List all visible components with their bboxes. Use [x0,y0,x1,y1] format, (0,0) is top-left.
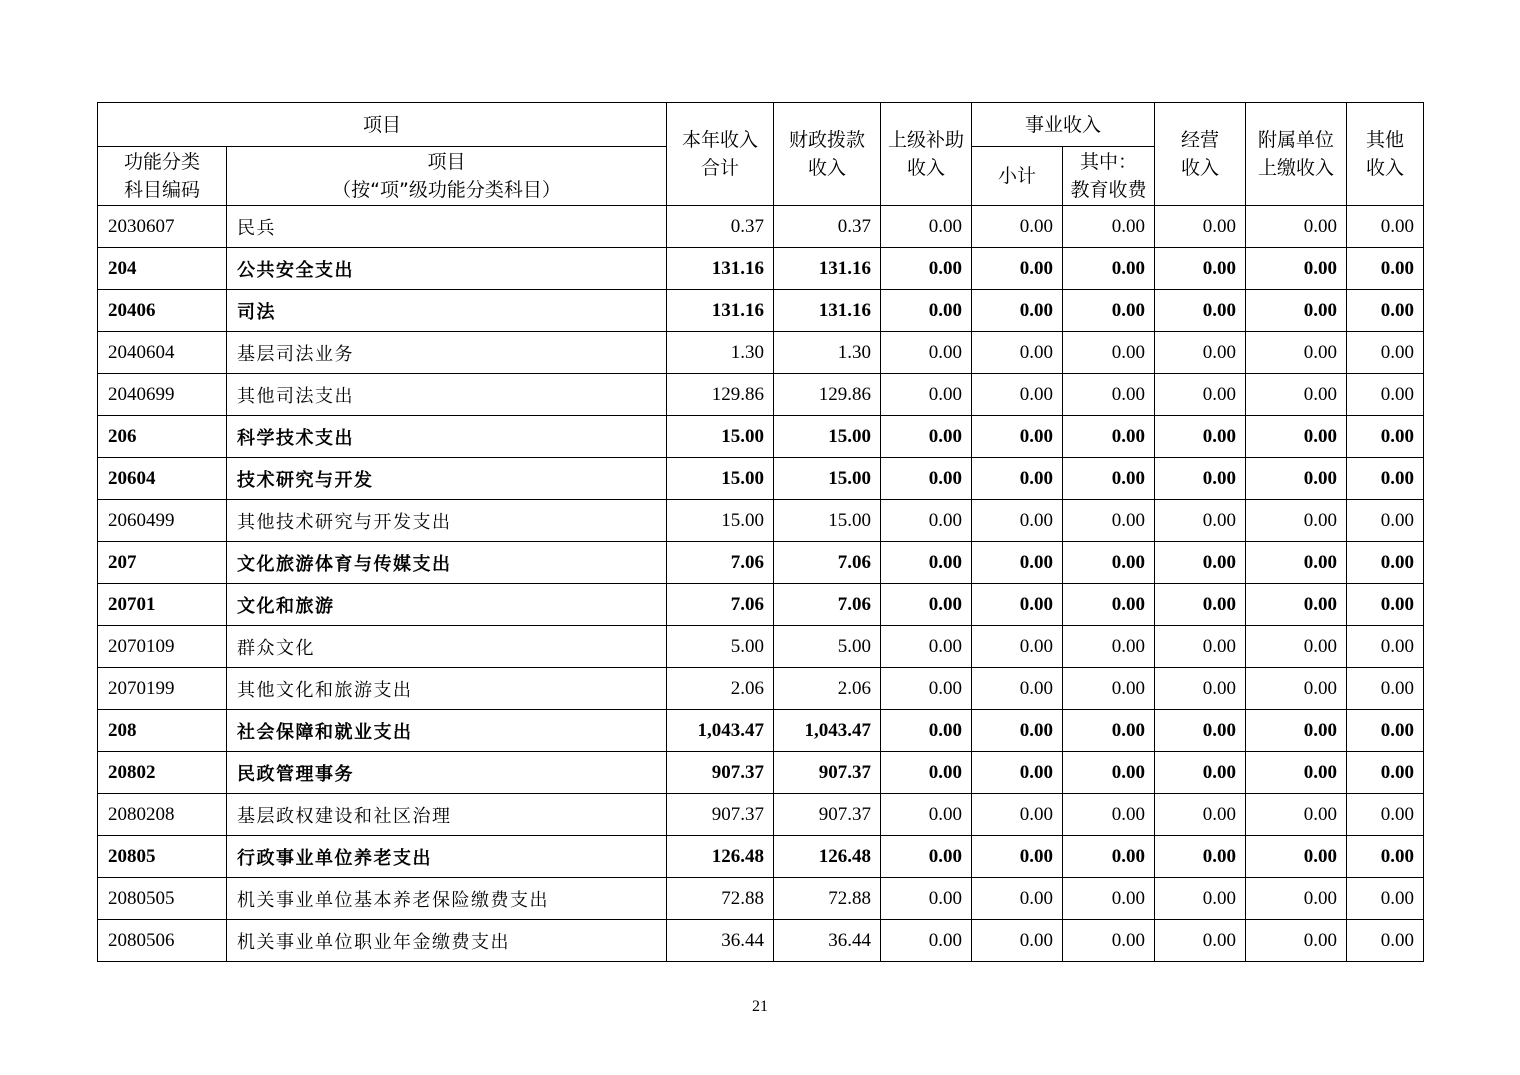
cell-value: 0.00 [1155,626,1246,668]
cell-value: 0.00 [1155,920,1246,962]
header-superior: 上级补助 收入 [881,103,972,206]
cell-value: 0.00 [1347,374,1424,416]
cell-value: 0.00 [1246,374,1347,416]
cell-value: 0.00 [1155,332,1246,374]
cell-value: 0.00 [1246,920,1347,962]
cell-value: 7.06 [774,542,881,584]
cell-value: 7.06 [667,542,774,584]
cell-value: 0.00 [1063,290,1155,332]
cell-code: 2070199 [98,668,227,710]
cell-value: 0.00 [1246,500,1347,542]
cell-value: 0.00 [1347,248,1424,290]
cell-value: 0.00 [1063,752,1155,794]
cell-value: 0.00 [1155,248,1246,290]
table-body [98,206,1424,962]
cell-value: 131.16 [667,248,774,290]
cell-item-name: 文化和旅游 [227,584,667,626]
cell-item-name: 其他文化和旅游支出 [227,668,667,710]
cell-value: 0.00 [1063,626,1155,668]
cell-value: 0.00 [1246,668,1347,710]
cell-value: 0.00 [1347,290,1424,332]
table-row [98,584,1424,626]
cell-code: 2060499 [98,500,227,542]
cell-value: 907.37 [774,794,881,836]
cell-value: 907.37 [774,752,881,794]
cell-code: 2070109 [98,626,227,668]
cell-value: 0.00 [972,416,1063,458]
cell-value: 0.00 [1246,836,1347,878]
cell-item-name: 行政事业单位养老支出 [227,836,667,878]
cell-value: 0.00 [1347,500,1424,542]
cell-item-name: 社会保障和就业支出 [227,710,667,752]
table-row [98,374,1424,416]
cell-value: 15.00 [667,416,774,458]
cell-code: 207 [98,542,227,584]
table-row [98,416,1424,458]
cell-code: 2080208 [98,794,227,836]
cell-value: 1.30 [774,332,881,374]
cell-item-name: 其他技术研究与开发支出 [227,500,667,542]
cell-value: 0.00 [1063,878,1155,920]
cell-code: 2040604 [98,332,227,374]
cell-value: 0.00 [1155,458,1246,500]
cell-value: 5.00 [667,626,774,668]
cell-value: 0.00 [881,584,972,626]
cell-value: 0.00 [881,668,972,710]
cell-value: 0.00 [1063,794,1155,836]
table-row [98,500,1424,542]
cell-item-name: 公共安全支出 [227,248,667,290]
cell-value: 0.00 [881,752,972,794]
cell-value: 131.16 [774,290,881,332]
cell-value: 129.86 [774,374,881,416]
cell-value: 0.00 [1246,458,1347,500]
cell-value: 0.00 [1246,710,1347,752]
cell-value: 0.00 [1347,416,1424,458]
cell-value: 0.00 [1155,500,1246,542]
cell-value: 0.00 [1155,752,1246,794]
cell-value: 0.00 [1246,416,1347,458]
cell-value: 0.00 [881,920,972,962]
header-subtotal: 小计 [972,147,1063,206]
cell-value: 0.00 [881,500,972,542]
table-row [98,836,1424,878]
cell-code: 2080506 [98,920,227,962]
cell-value: 0.00 [881,374,972,416]
cell-value: 0.00 [1063,668,1155,710]
cell-value: 0.00 [1246,752,1347,794]
cell-value: 0.00 [881,542,972,584]
cell-value: 0.37 [667,206,774,248]
cell-value: 907.37 [667,794,774,836]
cell-item-name: 民兵 [227,206,667,248]
cell-value: 72.88 [667,878,774,920]
cell-value: 0.00 [972,458,1063,500]
cell-value: 129.86 [667,374,774,416]
cell-code: 204 [98,248,227,290]
cell-value: 0.00 [881,458,972,500]
table-row [98,794,1424,836]
cell-value: 36.44 [774,920,881,962]
cell-code: 20406 [98,290,227,332]
header-project: 项目 [98,103,667,147]
cell-item-name: 基层司法业务 [227,332,667,374]
cell-value: 0.00 [881,332,972,374]
header-edu: 其中： 教育收费 [1063,147,1155,206]
cell-value: 15.00 [774,458,881,500]
cell-value: 2.06 [667,668,774,710]
cell-value: 0.00 [972,920,1063,962]
cell-value: 131.16 [774,248,881,290]
cell-value: 0.00 [972,374,1063,416]
cell-value: 0.00 [1347,668,1424,710]
table-row [98,206,1424,248]
cell-code: 2080505 [98,878,227,920]
table-row [98,332,1424,374]
cell-value: 0.00 [1246,332,1347,374]
cell-value: 0.00 [972,542,1063,584]
header-other: 其他 收入 [1347,103,1424,206]
cell-value: 0.00 [972,248,1063,290]
cell-value: 0.00 [1246,878,1347,920]
cell-value: 0.00 [1155,794,1246,836]
cell-value: 0.00 [1347,542,1424,584]
cell-code: 206 [98,416,227,458]
cell-value: 0.00 [1347,626,1424,668]
cell-value: 5.00 [774,626,881,668]
cell-value: 0.00 [881,206,972,248]
cell-value: 15.00 [667,458,774,500]
cell-value: 0.00 [972,206,1063,248]
cell-value: 0.00 [1347,920,1424,962]
table-row [98,542,1424,584]
cell-value: 0.00 [1063,374,1155,416]
cell-value: 15.00 [667,500,774,542]
income-table [97,102,1424,962]
cell-item-name: 其他司法支出 [227,374,667,416]
cell-value: 7.06 [667,584,774,626]
cell-value: 0.00 [972,290,1063,332]
table-row [98,458,1424,500]
cell-value: 0.00 [1155,206,1246,248]
cell-item-name: 基层政权建设和社区治理 [227,794,667,836]
cell-value: 0.00 [972,752,1063,794]
cell-item-name: 技术研究与开发 [227,458,667,500]
header-affiliated: 附属单位 上缴收入 [1246,103,1347,206]
cell-value: 0.00 [1347,584,1424,626]
cell-value: 0.00 [1246,542,1347,584]
cell-item-name: 机关事业单位职业年金缴费支出 [227,920,667,962]
cell-value: 0.00 [1246,290,1347,332]
cell-item-name: 司法 [227,290,667,332]
table-row [98,626,1424,668]
cell-value: 72.88 [774,878,881,920]
cell-value: 0.00 [881,794,972,836]
cell-value: 0.00 [881,836,972,878]
cell-value: 1,043.47 [667,710,774,752]
cell-code: 20805 [98,836,227,878]
cell-value: 0.00 [1063,584,1155,626]
table-row [98,710,1424,752]
cell-item-name: 民政管理事务 [227,752,667,794]
cell-value: 0.00 [972,332,1063,374]
cell-value: 0.00 [972,794,1063,836]
cell-value: 0.00 [1246,794,1347,836]
cell-value: 907.37 [667,752,774,794]
header-item: 项目 （按“项”级功能分类科目） [227,147,667,206]
cell-value: 15.00 [774,416,881,458]
cell-value: 0.00 [972,710,1063,752]
table-row [98,752,1424,794]
cell-value: 0.00 [972,584,1063,626]
cell-code: 20701 [98,584,227,626]
cell-value: 0.00 [1155,836,1246,878]
cell-value: 0.00 [1246,626,1347,668]
table-row [98,668,1424,710]
cell-value: 0.00 [1155,878,1246,920]
cell-value: 0.00 [1063,332,1155,374]
table-header [98,103,1424,206]
cell-value: 0.00 [1063,920,1155,962]
cell-value: 0.00 [881,248,972,290]
cell-code: 20802 [98,752,227,794]
cell-value: 0.00 [1246,248,1347,290]
cell-value: 0.00 [1246,206,1347,248]
cell-value: 0.00 [1347,710,1424,752]
cell-value: 1,043.47 [774,710,881,752]
cell-value: 0.00 [1155,290,1246,332]
cell-value: 126.48 [667,836,774,878]
cell-value: 0.00 [1347,878,1424,920]
cell-value: 0.00 [1246,584,1347,626]
cell-value: 0.00 [1347,752,1424,794]
cell-value: 0.00 [1063,458,1155,500]
table-row [98,878,1424,920]
table-row [98,248,1424,290]
cell-value: 0.00 [1155,584,1246,626]
cell-value: 7.06 [774,584,881,626]
cell-value: 0.37 [774,206,881,248]
cell-value: 0.00 [1155,542,1246,584]
cell-value: 0.00 [1063,542,1155,584]
cell-value: 0.00 [1347,206,1424,248]
cell-value: 0.00 [1155,416,1246,458]
cell-value: 0.00 [1063,248,1155,290]
cell-item-name: 机关事业单位基本养老保险缴费支出 [227,878,667,920]
cell-value: 15.00 [774,500,881,542]
cell-value: 0.00 [1347,458,1424,500]
table-row [98,290,1424,332]
cell-value: 0.00 [881,710,972,752]
cell-value: 0.00 [881,626,972,668]
cell-value: 0.00 [1063,416,1155,458]
cell-code: 20604 [98,458,227,500]
cell-value: 0.00 [1347,794,1424,836]
header-func-code: 功能分类 科目编码 [98,147,227,206]
cell-item-name: 群众文化 [227,626,667,668]
cell-value: 0.00 [1063,836,1155,878]
cell-value: 0.00 [972,836,1063,878]
cell-value: 0.00 [1063,500,1155,542]
cell-value: 0.00 [1063,710,1155,752]
cell-value: 0.00 [1155,710,1246,752]
cell-value: 0.00 [972,668,1063,710]
cell-value: 0.00 [1155,668,1246,710]
cell-value: 0.00 [881,290,972,332]
cell-value: 36.44 [667,920,774,962]
cell-code: 2030607 [98,206,227,248]
header-fiscal: 财政拨款 收入 [774,103,881,206]
cell-value: 0.00 [881,878,972,920]
cell-value: 131.16 [667,290,774,332]
cell-value: 0.00 [972,500,1063,542]
income-table-container [97,102,1423,962]
cell-value: 0.00 [972,878,1063,920]
table-row [98,920,1424,962]
cell-value: 0.00 [1347,332,1424,374]
cell-value: 0.00 [1063,206,1155,248]
header-business: 经营 收入 [1155,103,1246,206]
header-total: 本年收入 合计 [667,103,774,206]
cell-value: 2.06 [774,668,881,710]
cell-value: 1.30 [667,332,774,374]
cell-code: 208 [98,710,227,752]
cell-value: 0.00 [972,626,1063,668]
cell-item-name: 科学技术支出 [227,416,667,458]
cell-value: 126.48 [774,836,881,878]
page-number: 21 [752,998,768,1015]
cell-item-name: 文化旅游体育与传媒支出 [227,542,667,584]
cell-code: 2040699 [98,374,227,416]
header-career: 事业收入 [972,103,1155,147]
cell-value: 0.00 [1155,374,1246,416]
cell-value: 0.00 [881,416,972,458]
cell-value: 0.00 [1347,836,1424,878]
